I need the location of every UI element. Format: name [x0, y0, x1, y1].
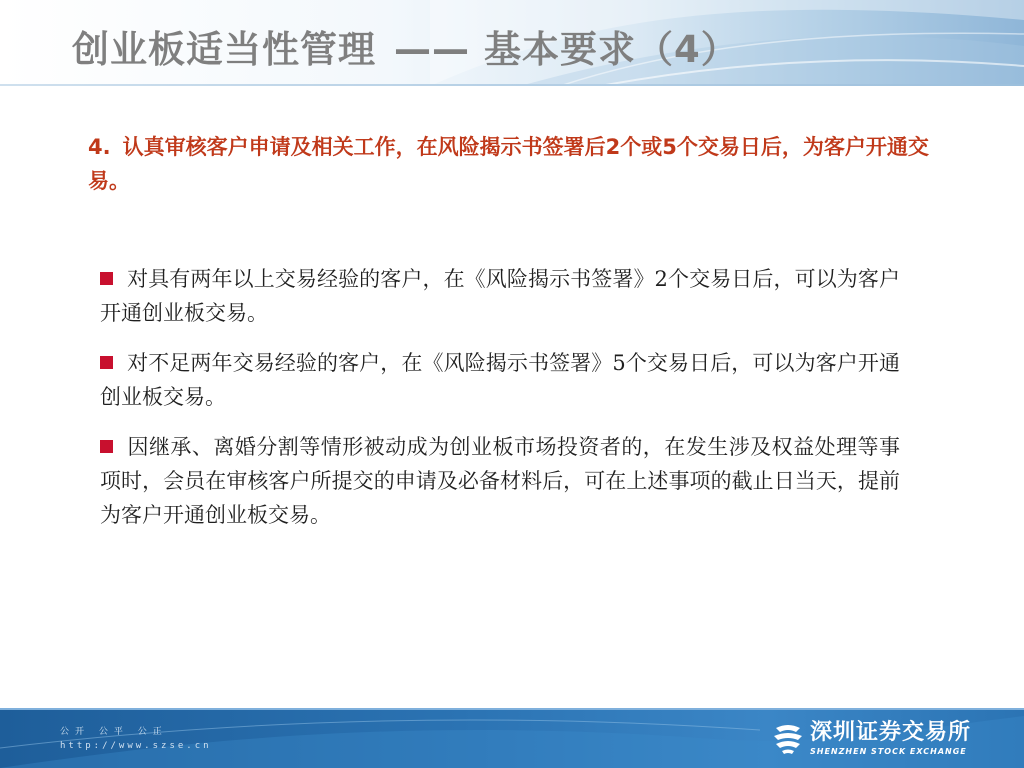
- bullet-text: 对具有两年以上交易经验的客户，在《风险揭示书签署》2个交易日后，可以为客户开通创业板交易。: [100, 267, 900, 325]
- brand-name-cn: 深圳证券交易所: [810, 720, 972, 745]
- szse-brand: [772, 720, 1002, 760]
- slide-title: [72, 26, 739, 74]
- square-bullet-icon: [100, 440, 113, 453]
- footer-url: http://www.szse.cn: [60, 741, 212, 751]
- bullet-item: [100, 262, 900, 330]
- brand-name-en: SHENZHEN STOCK EXCHANGE: [810, 747, 967, 756]
- slide-title-main: 创业板适当性管理: [72, 28, 376, 71]
- bullet-text: 因继承、离婚分割等情形被动成为创业板市场投资者的，在发生涉及权益处理等事项时，会员在审核客户所提交的申请及必备材料后，可在上述事项的截止日当天，提前为客户开通创业板交易。: [100, 435, 900, 527]
- statement-number: 4.: [88, 135, 111, 159]
- square-bullet-icon: [100, 272, 113, 285]
- bullet-list: [100, 262, 900, 548]
- footer-motto: 公开 公平 公正: [60, 727, 168, 737]
- footer-top-line: [0, 708, 1024, 710]
- szse-logo-icon: [772, 722, 804, 756]
- requirement-statement: [88, 130, 938, 198]
- statement-text: 认真审核客户申请及相关工作，在风险揭示书签署后2个或5个交易日后，为客户开通交易。: [88, 135, 929, 193]
- bullet-text: 对不足两年交易经验的客户，在《风险揭示书签署》5个交易日后，可以为客户开通创业板交易。: [100, 351, 900, 409]
- slide-title-sub: 基本要求（4）: [484, 28, 739, 71]
- footer-band: [0, 708, 1024, 768]
- bullet-item: [100, 346, 900, 414]
- header-band: [0, 0, 1024, 86]
- bullet-item: [100, 430, 900, 532]
- header-divider: [0, 84, 1024, 86]
- slide-title-separator: ——: [394, 28, 470, 71]
- square-bullet-icon: [100, 356, 113, 369]
